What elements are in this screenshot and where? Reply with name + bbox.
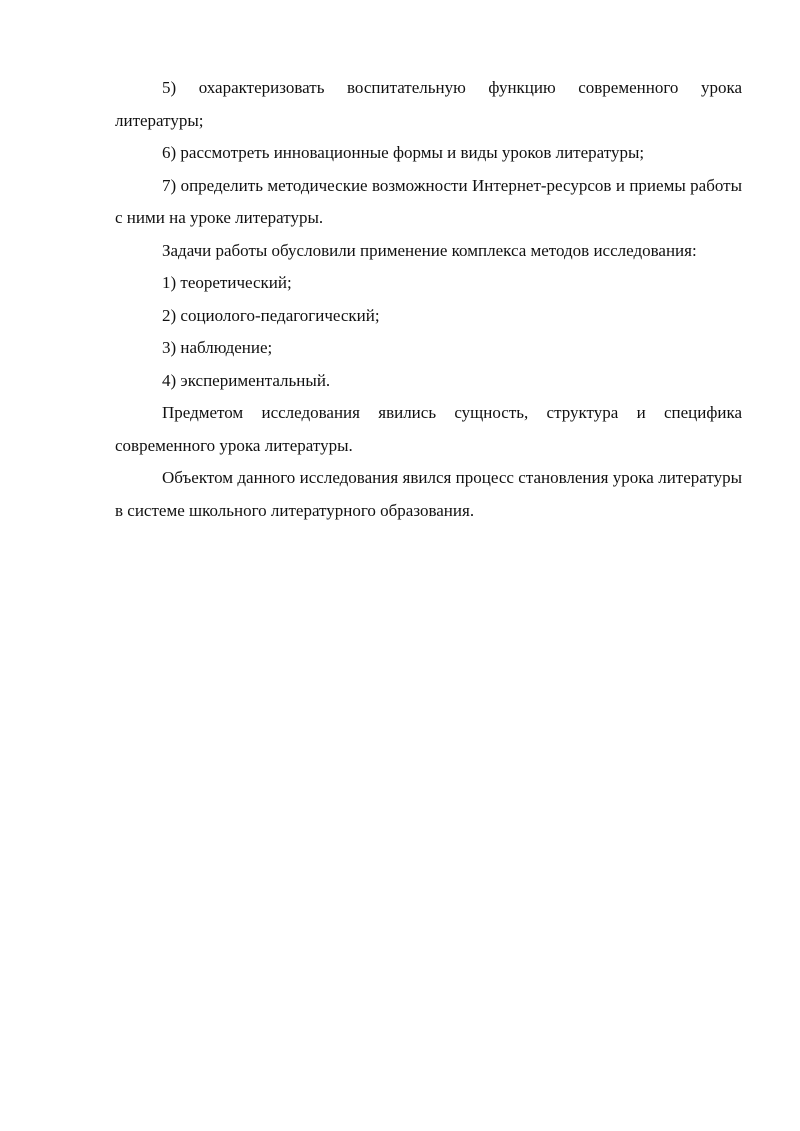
document-body	[115, 72, 742, 527]
paragraph-methods-intro: Задачи работы обусловили применение комплекса методов исследования:	[162, 240, 697, 260]
paragraph-task-7: 7) определить методические возможности Интернет-ресурсов и приемы работы с ними на уроке литературы.	[115, 175, 742, 227]
paragraph-method-2: 2) социолого-педагогический;	[162, 305, 380, 325]
paragraph-method-4: 4) экспериментальный.	[162, 370, 331, 390]
paragraph-task-6: 6) рассмотреть инновационные формы и виды уроков литературы;	[162, 143, 645, 162]
paragraph-object: Объектом данного исследования явился процесс становления урока литературы в системе школьного литературного образования.	[115, 468, 742, 520]
paragraph-method-3: 3) наблюдение;	[162, 338, 273, 357]
paragraph-subject: Предметом исследования явились сущность, структура и специфика современного урока литературы.	[115, 403, 742, 455]
paragraph-task-5: 5) охарактеризовать воспитательную функцию современного урока литературы;	[115, 78, 742, 130]
paragraph-method-1: 1) теоретический;	[162, 273, 292, 292]
